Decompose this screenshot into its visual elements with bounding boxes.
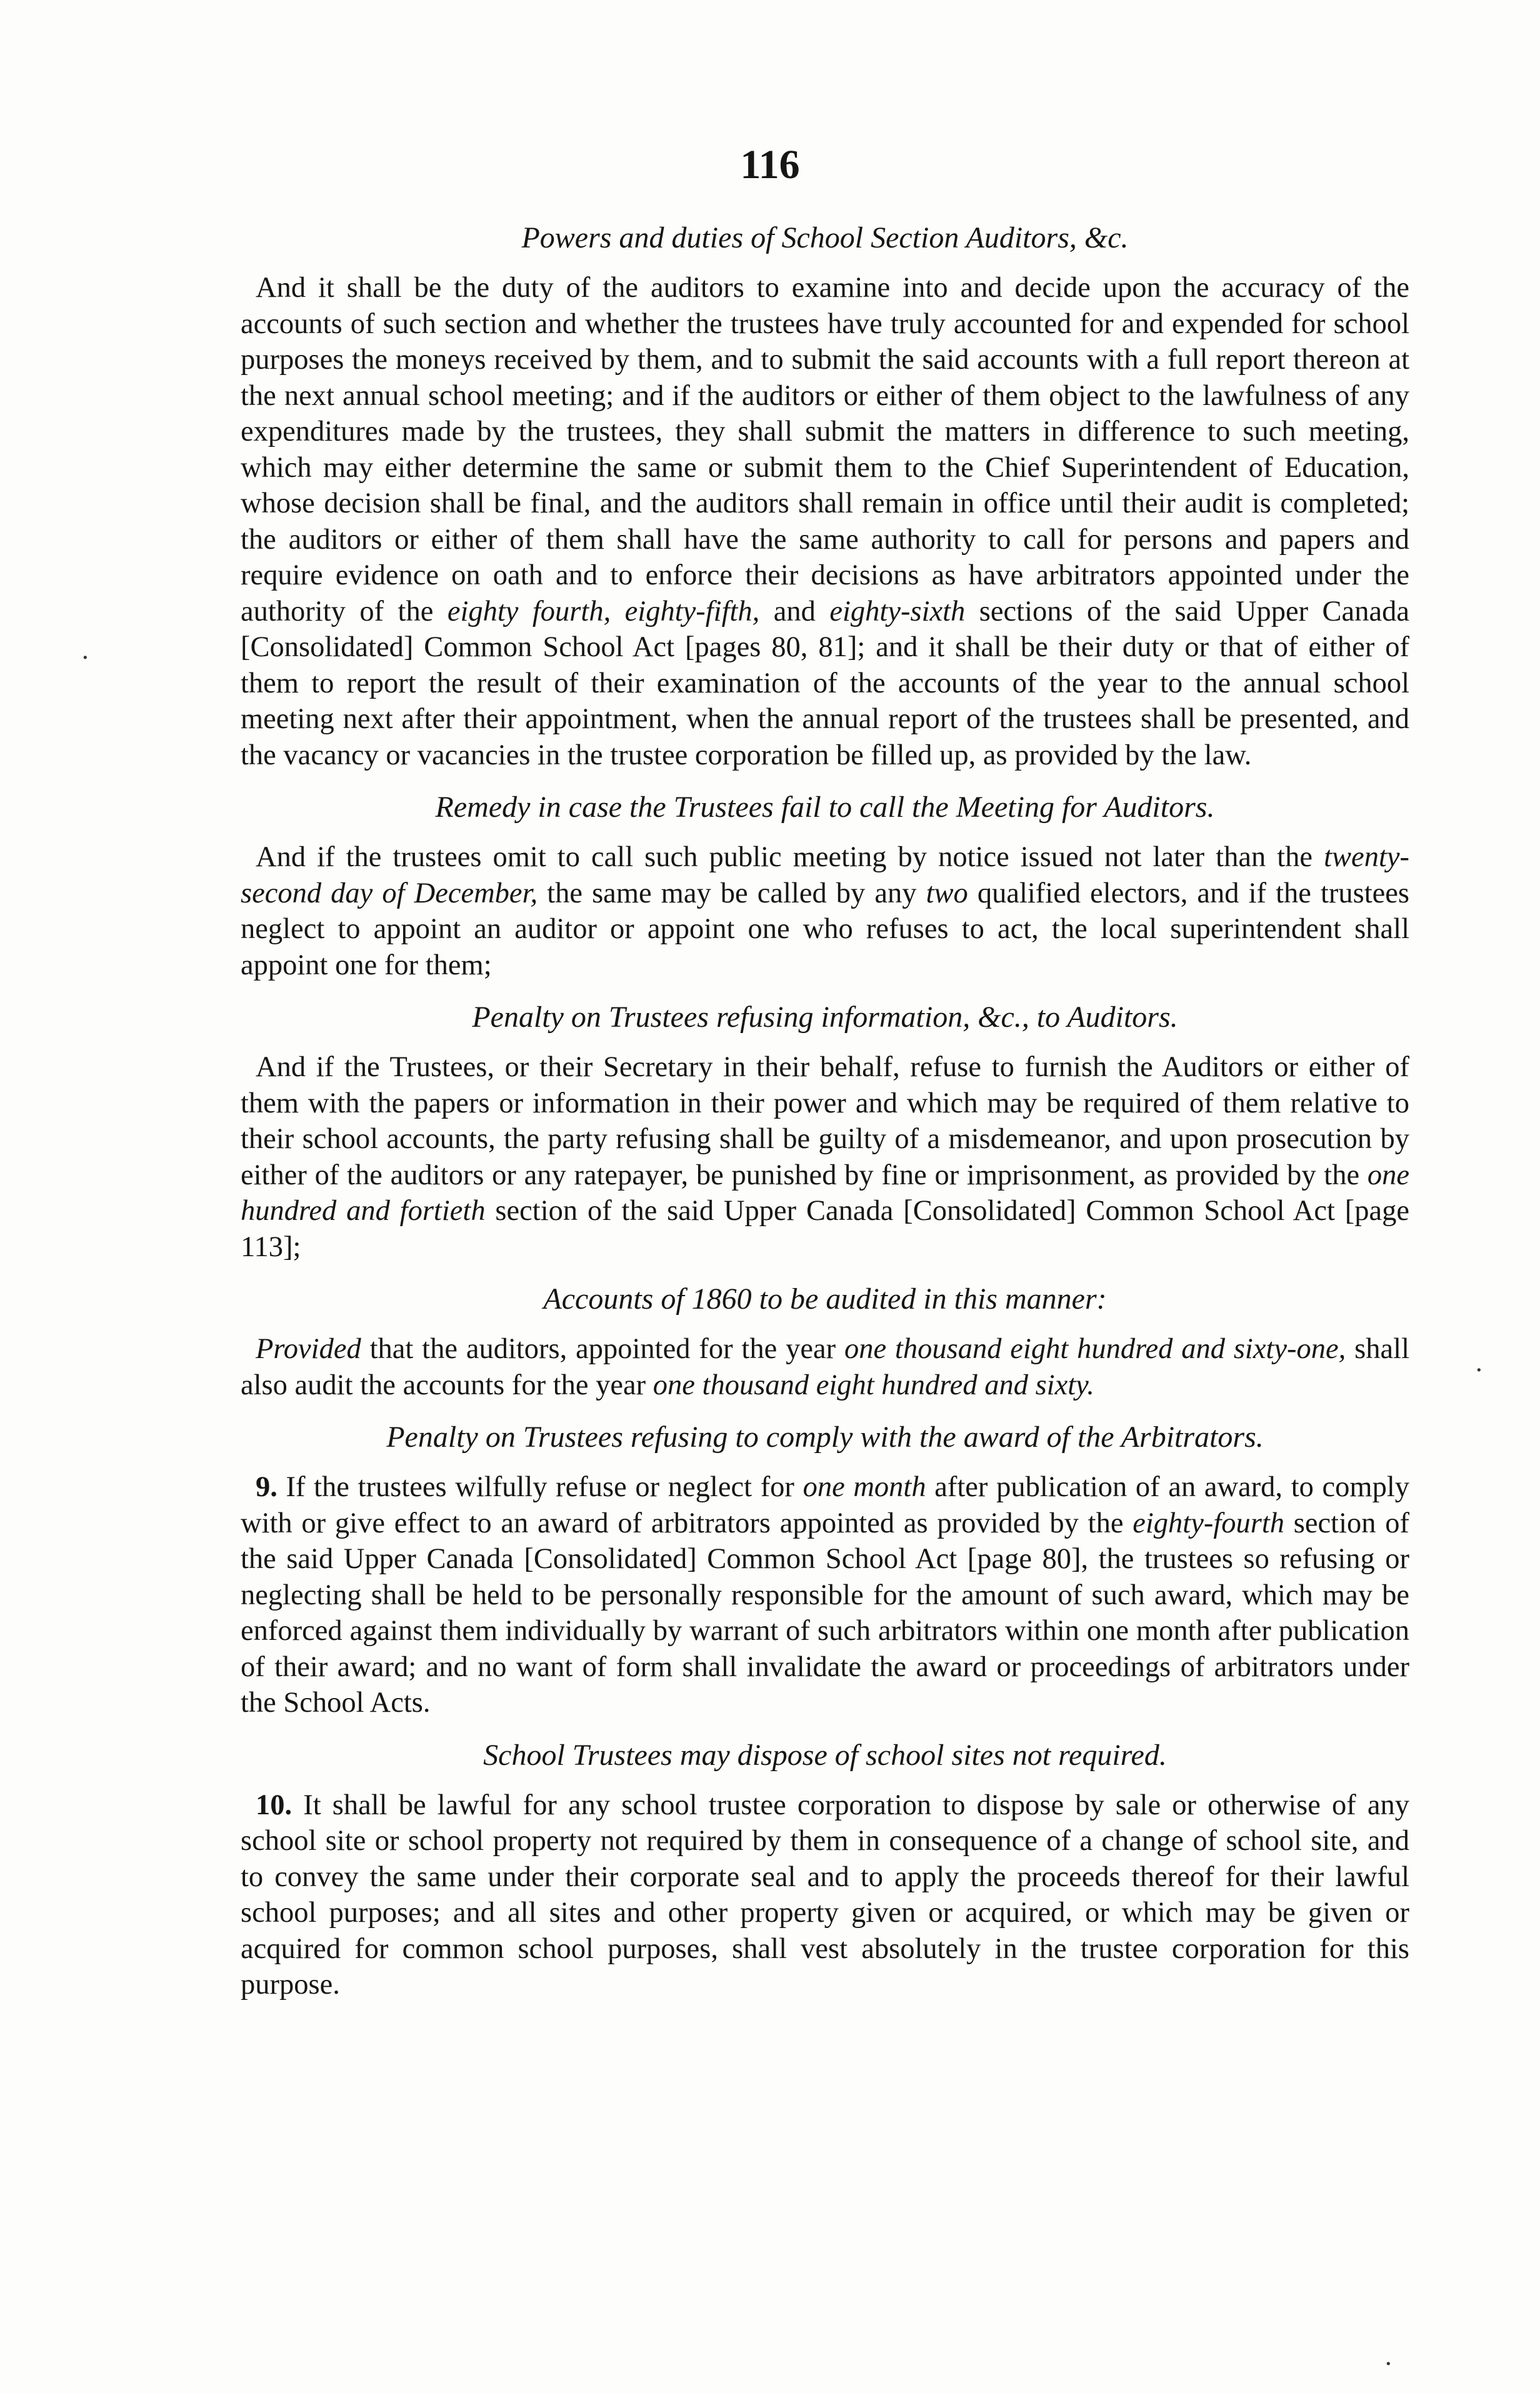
italic-run: twenty-second day of December, (241, 841, 1409, 909)
text-run: And it shall be the duty of the auditors to examine into and decide upon the accuracy of the accounts of such section and whether the trustees have truly accounted for and expended for school purposes the moneys received by them, and to submit the said accounts with a full report thereon at the next annual school meeting; and if the auditors or either of them object to the lawfulness of any expenditures made by the trustees, they shall submit the matters in difference to such meeting, which may either determine the same or submit them to the Chief Superintendent of Education, whose decision shall be final, and the auditors shall remain in office until their audit is completed; the auditors or either of them shall have the same authority to call for persons and papers and require evidence on oath and to enforce their decisions as have arbitrators appointed under the authority of the (241, 272, 1409, 627)
text-run: sections of the said Upper Canada [Consolidated] Common School Act [pages 80, 81]; and it shall be their duty or that of either of them to report the result of their examination of the accounts of the year to the annual school meeting next after their appointment, when the annual report of the trustees shall be presented, and the vacancy or vacancies in the trustee corporation be filled up, as provided by the law. (241, 595, 1409, 771)
text-run: And if the Trustees, or their Secretary in their behalf, refuse to furnish the Auditors or either of them with the papers or information in their power and which may be required of them relative to their school accounts, the party refusing shall be guilty of a misdemeanor, and upon prosecution by either of the auditors or any ratepayer, be punished by fine or imprisonment, as provided by the (241, 1051, 1409, 1191)
text-run: If the trustees wilfully refuse or neglect for (277, 1471, 803, 1503)
italic-run: one thousand eight hundred and sixty. (652, 1369, 1094, 1401)
text-run: the same may be called by any (538, 877, 926, 909)
italic-run: one thousand eight hundred and sixty-one, (844, 1333, 1346, 1365)
text-run: shall also audit the accounts for the year (241, 1333, 1409, 1401)
italic-run: one month (802, 1471, 926, 1503)
section-heading: Penalty on Trustees refusing to comply with the award of the Arbitrators. (386, 1421, 1264, 1454)
italic-run: two (926, 877, 968, 909)
text-run: and (759, 595, 830, 627)
italic-run: one hundred and fortieth (241, 1159, 1409, 1227)
section-heading: School Trustees may dispose of school sites not required. (483, 1738, 1167, 1772)
text-run: And if the trustees omit to call such public meeting by notice issued not later than the (256, 841, 1324, 873)
page-number: 116 (740, 142, 800, 187)
section-paragraph (241, 270, 1409, 773)
text-run: section of the said Upper Canada [Consolidated] Common School Act [page 80], the trustees so refusing or neglecting shall be held to be personally responsible for the amount of such award, which may be enforced against them individually by warrant of such arbitrators within one month after publication of their award; and no want of form shall invalidate the award or proceedings of arbitrators under the School Acts. (241, 1507, 1409, 1719)
section-heading: Accounts of 1860 to be audited in this manner: (543, 1282, 1107, 1316)
section-heading: Remedy in case the Trustees fail to call the Meeting for Auditors. (435, 791, 1215, 824)
italic-run: eighty-sixth (829, 595, 966, 627)
section-paragraph (241, 1787, 1409, 2003)
section-number: 9. (256, 1471, 278, 1503)
scan-mark: · (81, 644, 89, 672)
italic-run: Provided (256, 1333, 361, 1365)
section-paragraph (241, 1049, 1409, 1265)
section-paragraph (241, 839, 1409, 983)
italic-run: eighty fourth, eighty-fifth, (447, 595, 760, 627)
section-heading: Powers and duties of School Section Auditors, &c. (521, 221, 1129, 254)
section-paragraph (241, 1331, 1409, 1403)
section-heading: Penalty on Trustees refusing information, &c., to Auditors. (472, 1001, 1178, 1034)
text-run: qualified electors, and if the trustees neglect to appoint an auditor or appoint one who refuses to act, the local superintendent shall appoint one for them; (241, 877, 1409, 981)
text-run: It shall be lawful for any school trustee corporation to dispose by sale or otherwise of any school site or school property not required by them in consequence of a change of school site, and to convey the same under their corporate seal and to apply the proceeds thereof for their lawful school purposes; and all sites and other property given or acquired, or which may be given or acquired for common school purposes, shall vest absolutely in the trustee corporation for this purpose. (241, 1789, 1409, 2001)
text-run: after publication of an award, to comply with or give effect to an award of arbitrators appointed as provided by the (241, 1471, 1409, 1539)
text-run: that the auditors, appointed for the year (361, 1333, 844, 1365)
scan-mark: · (1384, 2350, 1392, 2379)
text-run: section of the said Upper Canada [Consolidated] Common School Act [page 113]; (241, 1195, 1410, 1263)
section-paragraph (241, 1469, 1409, 1721)
section-number: 10. (256, 1789, 292, 1821)
scan-mark: · (1475, 1356, 1483, 1385)
italic-run: eighty-fourth (1132, 1507, 1285, 1539)
page-content (241, 219, 1409, 2018)
